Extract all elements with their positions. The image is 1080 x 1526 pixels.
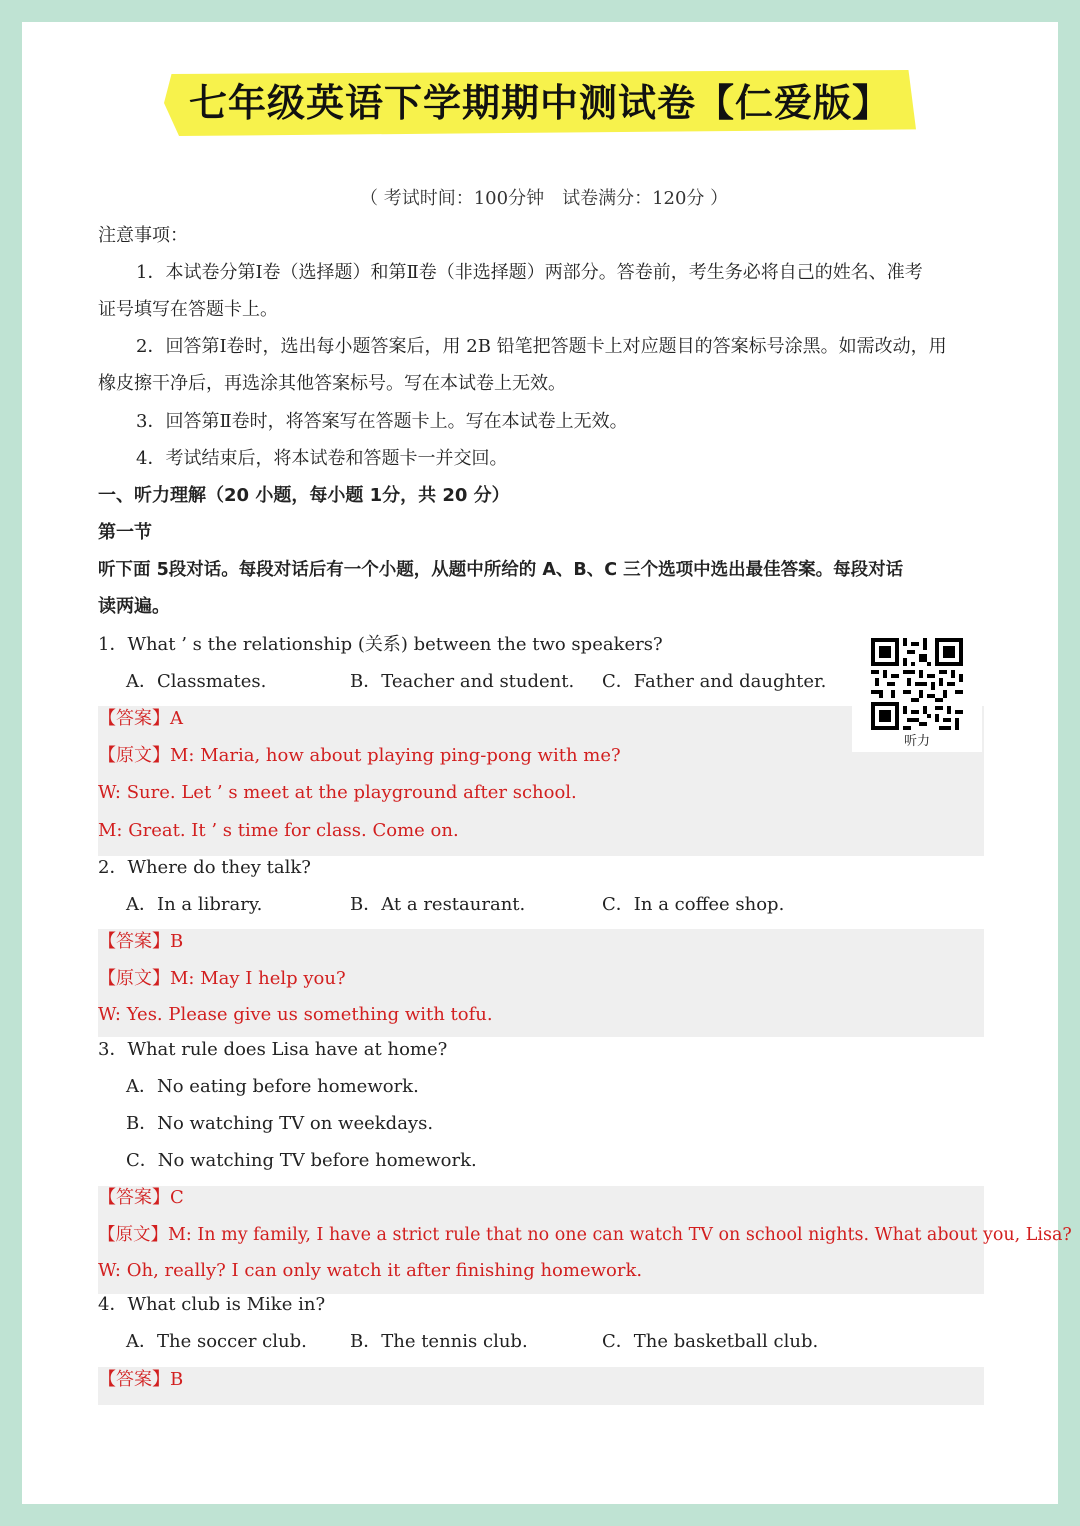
question-2-stem: 2．Where do they talk? <box>98 857 311 878</box>
section-instruction: 听下面 5段对话。每段对话后有一个小题，从题中所给的 A、B、C 三个选项中选出最佳答案。每段对话 <box>98 560 904 580</box>
question-3-stem: 3．What rule does Lisa have at home? <box>98 1039 448 1060</box>
notice-item-3: 3．回答第Ⅱ卷时，将答案写在答题卡上。写在本试卷上无效。 <box>136 411 628 432</box>
notice-heading: 注意事项： <box>98 225 188 246</box>
qr-code-icon <box>871 638 963 730</box>
question-2-option-c: C．In a coffee shop. <box>602 894 785 915</box>
question-4-option-b: B．The tennis club. <box>350 1331 528 1352</box>
question-4-option-a: A．The soccer club. <box>126 1331 307 1352</box>
section-instruction-cont: 读两遍。 <box>98 596 170 617</box>
question-1-option-a: A．Classmates. <box>126 671 267 692</box>
question-3-transcript-2: W: Oh, really? I can only watch it after finishing homework. <box>98 1260 643 1281</box>
exam-info: （ 考试时间：100分钟 试卷满分：120分 ） <box>360 188 729 209</box>
question-3-option-c: C．No watching TV before homework. <box>126 1150 477 1171</box>
question-2-transcript-2: W: Yes. Please give us something with tofu. <box>98 1004 493 1025</box>
question-3-transcript-1: 【原文】M: In my family, I have a strict rule that no one can watch TV on school nights. What about you, Lisa? <box>98 1225 1072 1245</box>
question-3-answer: 【答案】C <box>98 1187 184 1208</box>
section-part: 第一节 <box>98 522 152 543</box>
question-1-transcript-3: M: Great. It ’ s time for class. Come on. <box>98 820 459 841</box>
question-1-option-c: C．Father and daughter. <box>602 671 827 692</box>
qr-label: 听力 <box>903 734 930 749</box>
notice-item-2: 2．回答第Ⅰ卷时，选出每小题答案后，用 2B 铅笔把答题卡上对应题目的答案标号涂黑。如需改动，用 <box>136 336 947 357</box>
question-1-answer: 【答案】A <box>98 708 183 729</box>
notice-item-1: 1．本试卷分第Ⅰ卷（选择题）和第Ⅱ卷（非选择题）两部分。答卷前，考生务必将自己的姓名、准考 <box>136 262 923 283</box>
answer-box-4 <box>98 1367 984 1405</box>
question-1-transcript-1: 【原文】M: Maria, how about playing ping-pong with me? <box>98 745 621 766</box>
question-2-answer: 【答案】B <box>98 931 184 952</box>
question-2-option-a: A．In a library. <box>126 894 263 915</box>
question-1-option-b: B．Teacher and student. <box>350 671 575 692</box>
question-3-option-a: A．No eating before homework. <box>126 1076 419 1097</box>
question-2-option-b: B．At a restaurant. <box>350 894 526 915</box>
question-3-option-b: B．No watching TV on weekdays. <box>126 1113 434 1134</box>
page-title: 七年级英语下学期期中测试卷【仁爱版】 <box>188 81 891 125</box>
title-banner <box>164 70 916 136</box>
notice-item-2-cont: 橡皮擦干净后，再选涂其他答案标号。写在本试卷上无效。 <box>98 373 566 394</box>
question-4-answer: 【答案】B <box>98 1369 184 1390</box>
question-2-transcript-1: 【原文】M: May I help you? <box>98 968 346 989</box>
notice-item-4: 4．考试结束后，将本试卷和答题卡一并交回。 <box>136 448 508 469</box>
question-4-option-c: C．The basketball club. <box>602 1331 819 1352</box>
notice-item-1-cont: 证号填写在答题卡上。 <box>98 299 278 320</box>
question-1-stem: 1．What ’ s the relationship (关系) between the two speakers? <box>98 634 663 655</box>
section-heading: 一、听力理解（20 小题，每小题 1分，共 20 分） <box>98 485 510 506</box>
question-4-stem: 4．What club is Mike in? <box>98 1294 326 1315</box>
question-1-transcript-2: W: Sure. Let ’ s meet at the playground after school. <box>98 782 577 803</box>
qr-code-panel <box>852 630 982 752</box>
